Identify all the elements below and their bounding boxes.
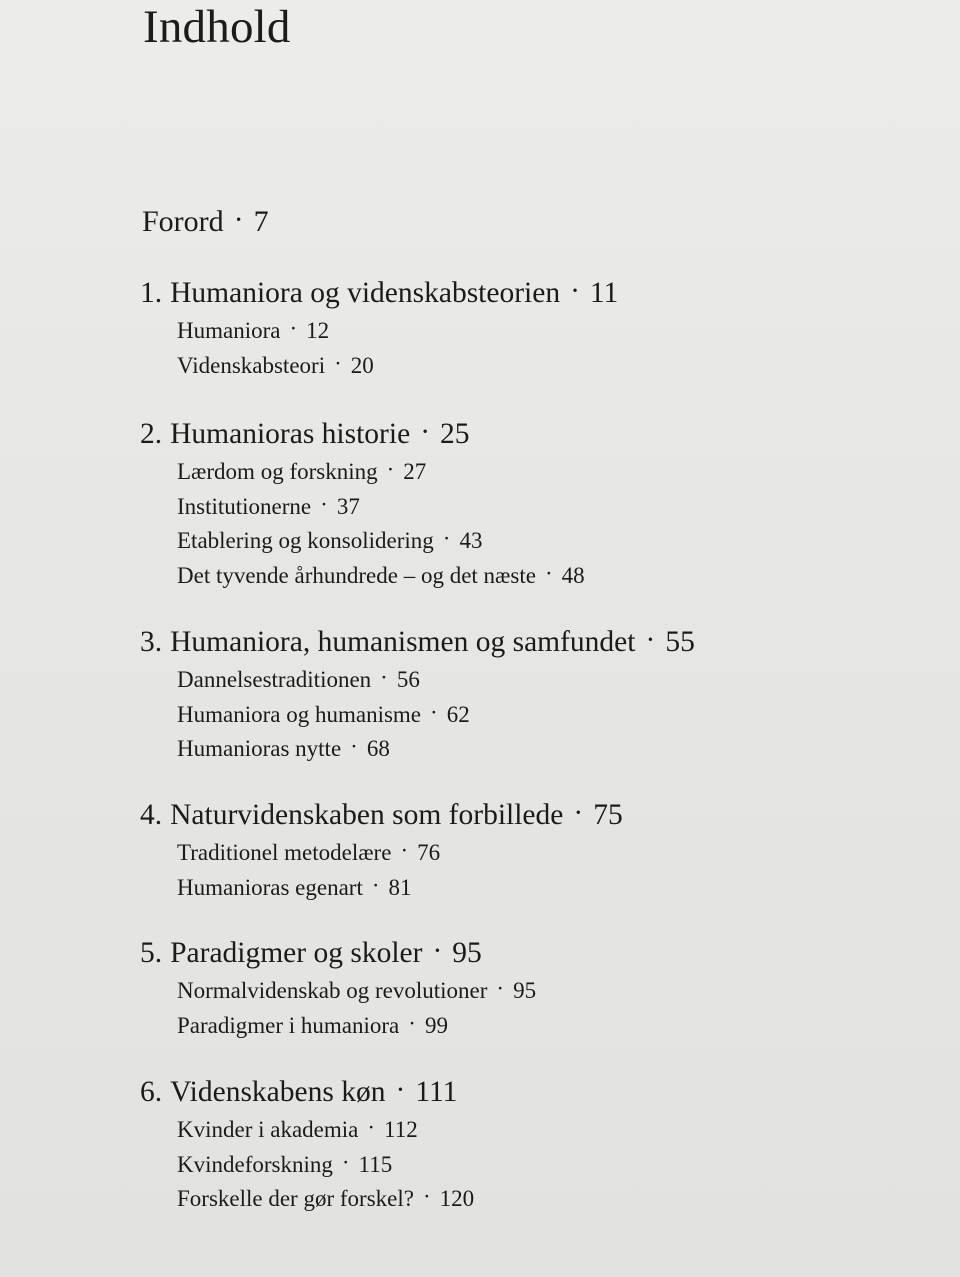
section-page-number: 27 <box>403 459 427 484</box>
section-entry <box>140 974 860 1009</box>
chapter-heading <box>140 621 860 663</box>
section-page-number: 43 <box>459 528 483 553</box>
separator-dot: · <box>430 699 438 725</box>
chapter-page-number: 55 <box>665 626 695 658</box>
chapter-4 <box>140 794 860 905</box>
section-page-number: 120 <box>439 1186 475 1211</box>
separator-dot: · <box>442 526 451 551</box>
section-title: Kvindeforskning <box>177 1151 333 1177</box>
chapter-heading <box>140 272 860 314</box>
section-title: Humanioras egenart <box>177 874 363 900</box>
chapter-3 <box>140 621 860 767</box>
section-title: Dannelsestraditionen <box>177 667 372 692</box>
separator-dot: · <box>367 1115 376 1140</box>
section-entry <box>140 698 860 733</box>
separator-dot: · <box>350 734 358 759</box>
chapter-title: Humanioras historie <box>170 418 411 450</box>
chapter-title: Paradigmer og skoler <box>170 937 423 969</box>
separator-dot: · <box>645 624 656 656</box>
chapter-number: 4. <box>140 799 163 831</box>
section-page-number: 37 <box>336 493 360 519</box>
chapter-number: 2. <box>140 418 163 450</box>
page-title: Indhold <box>143 1 291 53</box>
section-entry <box>140 732 860 767</box>
chapter-title: Videnskabens køn <box>170 1076 386 1108</box>
separator-dot: · <box>320 491 328 517</box>
section-entry <box>140 1182 860 1217</box>
separator-dot: · <box>371 872 380 898</box>
section-entry <box>140 663 860 698</box>
section-entry <box>140 836 860 871</box>
chapter-1 <box>140 272 860 383</box>
toc-entry-foreword <box>142 201 269 243</box>
chapter-heading <box>140 794 860 836</box>
chapter-page-number: 11 <box>589 277 619 309</box>
separator-dot: · <box>233 203 244 236</box>
chapter-page-number: 25 <box>440 418 470 450</box>
section-entry <box>140 314 860 349</box>
separator-dot: · <box>544 560 553 586</box>
chapter-heading <box>140 1071 860 1113</box>
section-page-number: 12 <box>306 318 330 343</box>
section-page-number: 115 <box>358 1151 393 1177</box>
foreword-page-number: 7 <box>253 205 269 238</box>
chapter-page-number: 75 <box>593 799 623 831</box>
separator-dot: · <box>573 797 584 829</box>
separator-dot: · <box>422 1184 431 1209</box>
section-page-number: 112 <box>384 1117 418 1142</box>
section-title: Det tyvende århundrede – og det næste <box>177 562 536 588</box>
separator-dot: · <box>432 935 443 967</box>
section-page-number: 62 <box>446 701 470 727</box>
chapter-heading <box>140 413 860 455</box>
section-page-number: 56 <box>396 667 420 692</box>
section-title: Normalvidenskab og revolutioner <box>177 978 488 1003</box>
section-page-number: 81 <box>388 874 412 900</box>
section-entry <box>140 871 860 906</box>
chapter-page-number: 95 <box>452 937 482 969</box>
section-entry <box>140 559 860 594</box>
section-title: Forskelle der gør forskel? <box>177 1186 414 1211</box>
section-page-number: 76 <box>417 840 441 865</box>
section-entry <box>140 1009 860 1044</box>
section-entry <box>140 1148 860 1183</box>
separator-dot: · <box>420 416 431 448</box>
separator-dot: · <box>400 838 409 863</box>
chapter-heading <box>140 932 860 974</box>
chapter-page-number: 111 <box>415 1076 458 1108</box>
separator-dot: · <box>570 275 580 307</box>
section-title: Institutionerne <box>177 493 312 519</box>
chapter-6 <box>140 1071 860 1217</box>
section-page-number: 48 <box>561 562 585 588</box>
section-title: Humaniora og humanisme <box>177 701 422 727</box>
separator-dot: · <box>341 1149 350 1175</box>
chapter-title: Naturvidenskaben som forbillede <box>170 799 564 831</box>
section-page-number: 68 <box>366 736 390 761</box>
chapter-number: 6. <box>140 1076 163 1108</box>
separator-dot: · <box>289 316 298 341</box>
section-page-number: 95 <box>513 978 537 1003</box>
chapter-title: Humaniora, humanismen og samfundet <box>170 626 636 658</box>
section-entry <box>140 524 860 559</box>
section-title: Etablering og konsolidering <box>177 528 434 553</box>
section-title: Videnskabsteori <box>177 352 326 378</box>
chapter-2 <box>140 413 860 593</box>
section-title: Traditionel metodelære <box>177 840 392 865</box>
separator-dot: · <box>380 665 388 690</box>
separator-dot: · <box>395 1074 406 1106</box>
section-page-number: 20 <box>350 352 374 378</box>
foreword-label: Forord <box>142 205 224 238</box>
chapter-number: 5. <box>140 937 163 969</box>
chapter-number: 3. <box>140 626 163 658</box>
section-title: Humanioras nytte <box>177 736 342 761</box>
chapter-number: 1. <box>140 277 163 309</box>
section-page-number: 99 <box>424 1012 448 1038</box>
chapter-title: Humaniora og videnskabsteorien <box>170 277 561 309</box>
section-title: Lærdom og forskning <box>177 459 378 484</box>
section-entry <box>140 1113 860 1148</box>
section-title: Humaniora <box>177 318 281 343</box>
separator-dot: · <box>408 1010 416 1036</box>
section-entry <box>140 490 860 525</box>
section-title: Kvinder i akademia <box>177 1117 359 1142</box>
separator-dot: · <box>334 350 342 376</box>
separator-dot: · <box>386 457 395 482</box>
section-entry <box>140 349 860 384</box>
separator-dot: · <box>496 976 505 1001</box>
chapter-5 <box>140 932 860 1043</box>
section-title: Paradigmer i humaniora <box>177 1012 400 1038</box>
section-entry <box>140 455 860 490</box>
